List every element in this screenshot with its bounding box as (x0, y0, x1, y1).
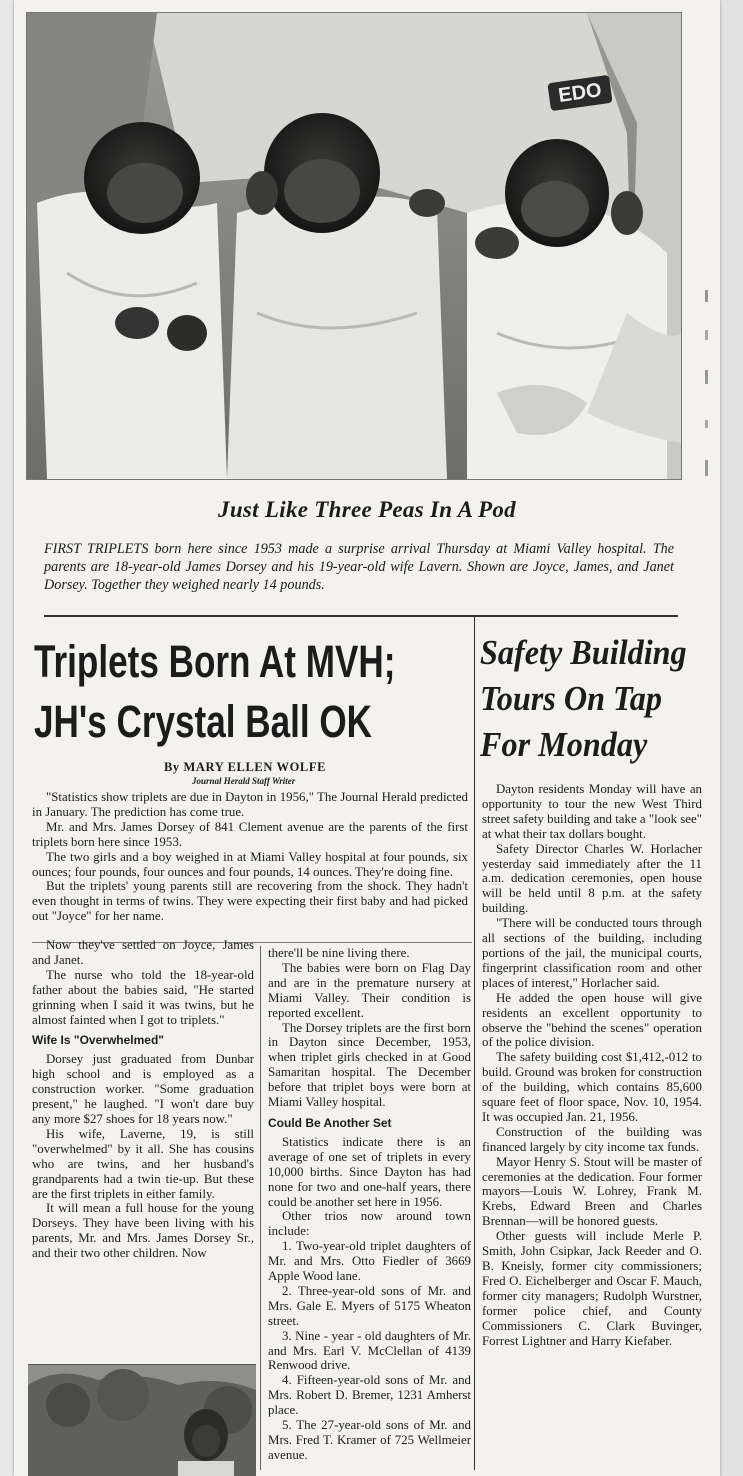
paragraph: The safety building cost $1,412,-012 to build. Ground was broken for construction of the building, which contains 85,600 square feet of floor space, Nov. 10, 1954. It was occupied Jan. 21, 1956. (482, 1050, 702, 1124)
paragraph: 5. The 27-year-old sons of Mr. and Mrs. Fred T. Kramer of 725 Wellmeier avenue. (268, 1418, 471, 1462)
paragraph: His wife, Laverne, 19, is still "overwhelmed" by it all. She has cousins who are twins, and her husband's grandparents had a twin tie-up. But these are the first triplets in either family. (32, 1126, 254, 1201)
column-divider (260, 946, 261, 1364)
paragraph: there'll be nine living there. (268, 946, 410, 960)
middle-column (268, 946, 471, 1463)
main-headline-line: Triplets Born At MVH; (34, 636, 396, 687)
paragraph: Other trios now around town include: (268, 1209, 471, 1239)
dorsey-family-photo-image (28, 1365, 256, 1476)
paragraph: The nurse who told the 18-year-old father about the babies said, "He started grinning when I said it was twins, but he almost fainted when I got to triplets." (32, 967, 254, 1027)
paragraph: The babies were born on Flag Day and are in the premature nursery at Miami Valley. Their condition is reported excellent. (268, 960, 471, 1020)
paragraph: Dayton residents Monday will have an opportunity to tour the new West Third street safety building and take a "look see" at what their tax dollars bought. (482, 782, 702, 841)
photo-caption-title: Just Like Three Peas In A Pod (218, 497, 516, 522)
paragraph: 1. Two-year-old triplet daughters of Mr. and Mrs. Otto Fiedler of 3669 Apple Wood lane. (268, 1239, 471, 1284)
column-divider (260, 1364, 261, 1470)
paragraph: Safety Director Charles W. Horlacher yesterday said immediately after the 11 a.m. dedication ceremonies, open house will be held until 8 p.m. at the safety building. (482, 841, 702, 916)
paragraph: Statistics indicate there is an average of one set of triplets in every 10,000 births. Since Dayton has had none for two and one-half years, there could be another set here in 1956. (268, 1134, 471, 1209)
byline-title: Journal Herald Staff Writer (192, 776, 296, 786)
side-headline-line: For Monday (480, 725, 648, 764)
paragraph: Mayor Henry S. Stout will be master of ceremonies at the dedication. Four former mayors—Louis W. Lohrey, Frank M. Krebs, Edward Breen and Charles Brennan—will be honored guests. (482, 1154, 702, 1229)
paragraph: Now they've settled on Joyce, James and Janet. (32, 938, 254, 967)
main-headline (34, 632, 396, 752)
paragraph: Dorsey just graduated from Dunbar high school and is employed as a construction worker. "Some graduation present," he laughed. "I won't dare buy any more $27 shoes for 18 years now." (32, 1052, 254, 1126)
triplets-photo (26, 12, 682, 480)
paragraph: Other guests will include Merle P. Smith, John Csipkar, Jack Reeder and O. B. Kneisly, former city commissioners; Fred O. Eichelberger and Oscar F. Mauch, former city managers; Rudolph Wurstner, former police chief, and County Commissioners C. Clark Buvinger, Forrest Lightner and Harry Kiefaber. (482, 1229, 702, 1348)
newspaper-page (14, 0, 720, 1476)
side-story-column (482, 782, 702, 1348)
photo-caption-body: FIRST TRIPLETS born here since 1953 made a surprise arrival Thursday at Miami Valley hospital. The parents are 18-year-old James Dorsey and his 19-year-old wife Lavern. Shown are Joyce, James, and Janet Dorsey. Together they weighed nearly 14 pounds. (44, 541, 674, 593)
paragraph: 2. Three-year-old sons of Mr. and Mrs. Gale E. Myers of 5175 Wheaton street. (268, 1283, 471, 1328)
paragraph: It will mean a full house for the young Dorseys. They have been living with his parents, Mr. and Mrs. James Dorsey Sr., and their two other children. Now (32, 1201, 254, 1261)
side-headline (480, 630, 692, 768)
page-margin (720, 0, 743, 1476)
paragraph: The Dorsey triplets are the first born in Dayton since December, 1953, when triplet girls checked in at Good Samaritan hospital. The December before that triplet boys were born at Miami Valley hospital. (268, 1020, 471, 1110)
paragraph: 3. Nine - year - old daughters of Mr. and Mrs. Earl V. McClellan of 4139 Renwood drive. (268, 1328, 471, 1373)
column-divider (474, 617, 475, 1470)
lead-column (32, 790, 468, 924)
subhead: Wife Is "Overwhelmed" (32, 1033, 164, 1048)
byline: By MARY ELLEN WOLFE (164, 760, 327, 774)
subhead: Could Be Another Set (268, 1115, 392, 1130)
dorsey-family-photo (28, 1364, 256, 1476)
paragraph: 4. Fifteen-year-old sons of Mr. and Mrs. Robert D. Bremer, 1231 Amherst place. (268, 1373, 471, 1418)
paragraph: The two girls and a boy weighed in at Miami Valley hospital at four pounds, six ounces; four pounds, four ounces and four pounds, 14 ounces. They're doing fine. (32, 849, 468, 879)
caption-divider (44, 615, 678, 617)
paragraph: But the triplets' young parents still are recovering from the shock. They hadn't even thought in terms of twins. They were expecting their first baby and had picked out "Joyce" for her name. (32, 879, 468, 924)
side-headline-line: Tours On Tap (480, 679, 662, 718)
left-column (32, 938, 254, 1261)
main-headline-line: JH's Crystal Ball OK (34, 696, 373, 747)
side-headline-line: Safety Building (480, 633, 687, 672)
paragraph: He added the open house will give residents an excellent opportunity to observe the "behind the scenes" operation of the police division. (482, 990, 702, 1050)
paragraph: "There will be conducted tours through all sections of the building, including portions of the jail, the municipal courts, fingerprint classification room and other places of interest," Horlacher said. (482, 916, 702, 990)
paragraph: Construction of the building was financed largely by city income tax funds. (482, 1124, 702, 1154)
page-edge-marks (704, 290, 710, 490)
photo-scale-label: EDO (547, 75, 612, 111)
paragraph: Mr. and Mrs. James Dorsey of 841 Clement avenue are the parents of the first triplets born here since 1953. (32, 819, 468, 849)
paragraph: "Statistics show triplets are due in Dayton in 1956," The Journal Herald predicted in January. The prediction has come true. (32, 790, 468, 819)
